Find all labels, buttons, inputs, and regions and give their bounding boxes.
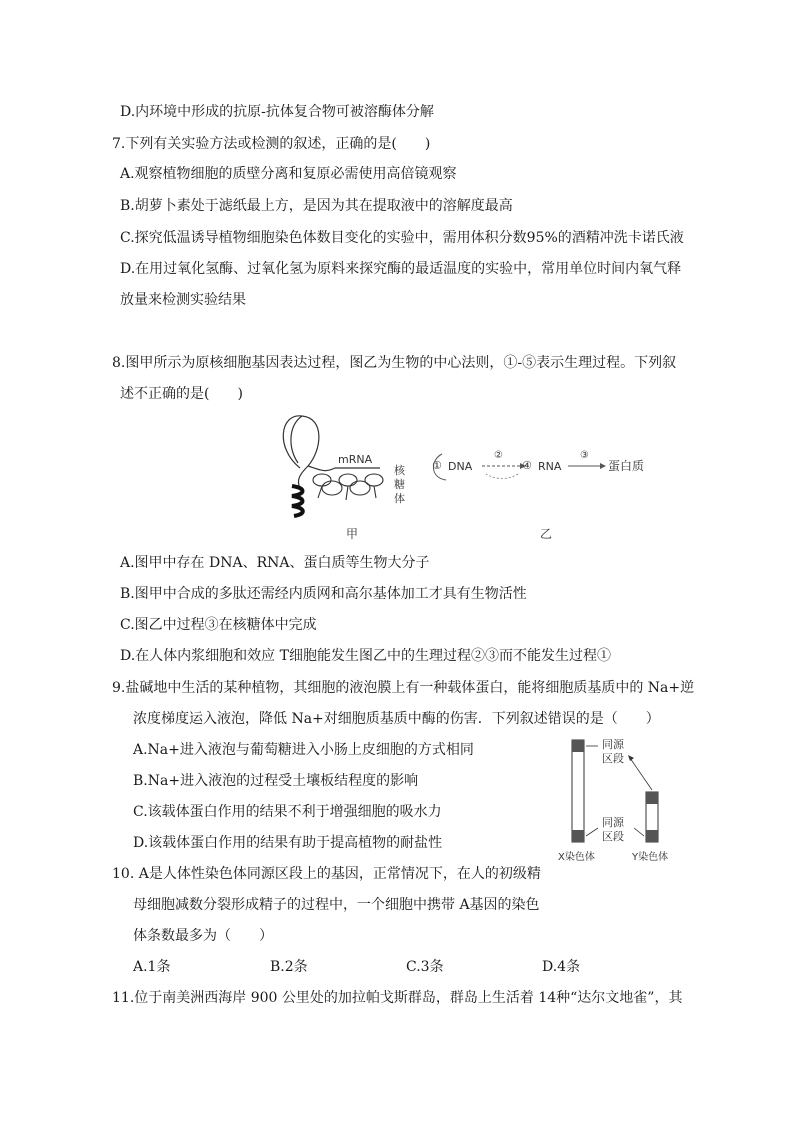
q6-option-d: D.内环境中形成的抗原-抗体复合物可被溶酶体分解	[120, 104, 434, 120]
y-chromosome-label: Y染色体	[632, 852, 669, 863]
sex-chromosome-figure	[558, 736, 688, 866]
q10-stem-line2: 母细胞减数分裂形成精子的过程中，一个细胞中携带 A基因的染色	[133, 897, 540, 913]
arrow-bottom-label-x	[586, 828, 598, 836]
translation-arrowhead	[600, 463, 606, 469]
q7-stem: 7.下列有关实验方法或检测的叙述，正确的是( )	[112, 136, 431, 152]
q9-stem-line1: 9.盐碱地中生活的某种植物，其细胞的液泡膜上有一种载体蛋白，能将细胞质基质中的 Na+逆	[112, 680, 695, 696]
arrow-y-to-top-label	[630, 758, 652, 790]
q7-option-a: A.观察植物细胞的质壁分离和复原必需使用高倍镜观察	[120, 166, 457, 182]
x-homologous-bottom	[572, 830, 584, 842]
q11-stem-line1: 11.位于南美洲西海岸 900 公里处的加拉帕戈斯群岛，群岛上生活着 14种“达尔文地雀”，其	[112, 990, 683, 1006]
protein-label: 蛋白质	[608, 459, 645, 473]
q8-option-d: D.在人体内浆细胞和效应 T细胞能发生图乙中的生理过程②③而不能发生过程①	[120, 648, 611, 664]
homologous-label-top-2: 区段	[602, 752, 624, 765]
q10-option-a: A.1条	[133, 959, 171, 975]
arrow-bottom-label-y	[634, 828, 644, 836]
dna-label: DNA	[448, 460, 473, 473]
q8-stem-line2: 述不正确的是( )	[120, 386, 243, 402]
mrna-label: mRNA	[338, 453, 373, 466]
dna-coil-drawing	[292, 486, 303, 516]
figure-jia-label: 甲	[346, 527, 359, 541]
q10-option-c: C.3条	[406, 959, 444, 975]
q8-option-a: A.图甲中存在 DNA、RNA、蛋白质等生物大分子	[120, 555, 430, 571]
q10-option-d: D.4条	[542, 959, 581, 975]
homologous-label-bottom-1: 同源	[602, 816, 624, 829]
ribosomes-drawing	[313, 474, 383, 500]
q9-option-d: D.该载体蛋白作用的结果有助于提高植物的耐盐性	[133, 835, 443, 851]
rna-label: RNA	[538, 460, 562, 473]
process-2-label: ②	[494, 450, 503, 461]
q10-stem-line1: 10. A是人体性染色体同源区段上的基因，正常情况下，在人的初级精	[112, 866, 541, 882]
y-homologous-bottom	[646, 830, 658, 842]
x-homologous-top	[572, 740, 584, 752]
q8-figure	[270, 408, 690, 548]
reverse-transcription-arrow	[486, 474, 518, 479]
process-1-label: ①	[432, 459, 442, 472]
process-3-label: ③	[580, 450, 589, 461]
arrowhead-top	[628, 755, 634, 761]
q7-option-d-line1: D.在用过氧化氢酶、过氧化氢为原料来探究酶的最适温度的实验中，常用单位时间内氧气释	[120, 261, 682, 277]
mrna-strand	[308, 466, 380, 471]
x-chromosome	[572, 740, 584, 842]
x-chromosome-label: X染色体	[558, 852, 595, 863]
q8-option-c: C.图乙中过程③在核糖体中完成	[120, 617, 317, 633]
q8-option-b: B.图甲中合成的多肽还需经内质网和高尔基体加工才具有生物活性	[120, 586, 527, 602]
homologous-label-top-1: 同源	[602, 738, 624, 751]
q7-option-d-line2: 放量来检测实验结果	[120, 292, 246, 308]
q10-option-b: B.2条	[270, 959, 308, 975]
q9-option-b: B.Na+进入液泡的过程受土壤板结程度的影响	[133, 773, 419, 789]
q9-stem-line2: 浓度梯度运入液泡，降低 Na+对细胞质基质中酶的伤害．下列叙述错误的是（ ）	[133, 711, 660, 727]
q9-option-c: C.该载体蛋白作用的结果不利于增强细胞的吸水力	[133, 804, 442, 820]
homologous-label-bottom-2: 区段	[602, 830, 624, 843]
y-homologous-top	[646, 792, 658, 804]
q9-option-a: A.Na+进入液泡与葡萄糖进入小肠上皮细胞的方式相同	[133, 742, 474, 758]
ribosome-label-1: 核	[394, 464, 405, 477]
ribosome-label-2: 糖	[394, 478, 405, 491]
q10-stem-line3: 体条数最多为（ ）	[133, 928, 273, 944]
q7-option-c: C.探究低温诱导植物细胞染色体数目变化的实验中，需用体积分数95%的酒精冲洗卡诺氏液	[120, 230, 684, 246]
q8-stem-line1: 8.图甲所示为原核细胞基因表达过程，图乙为生物的中心法则，①-⑤表示生理过程。下列叙	[112, 355, 677, 371]
ribosome-label-3: 体	[394, 492, 405, 505]
q7-option-b: B.胡萝卜素处于滤纸最上方，是因为其在提取液中的溶解度最高	[120, 198, 513, 214]
figure-yi-label: 乙	[540, 527, 553, 541]
process-4-label: ④	[522, 459, 532, 472]
